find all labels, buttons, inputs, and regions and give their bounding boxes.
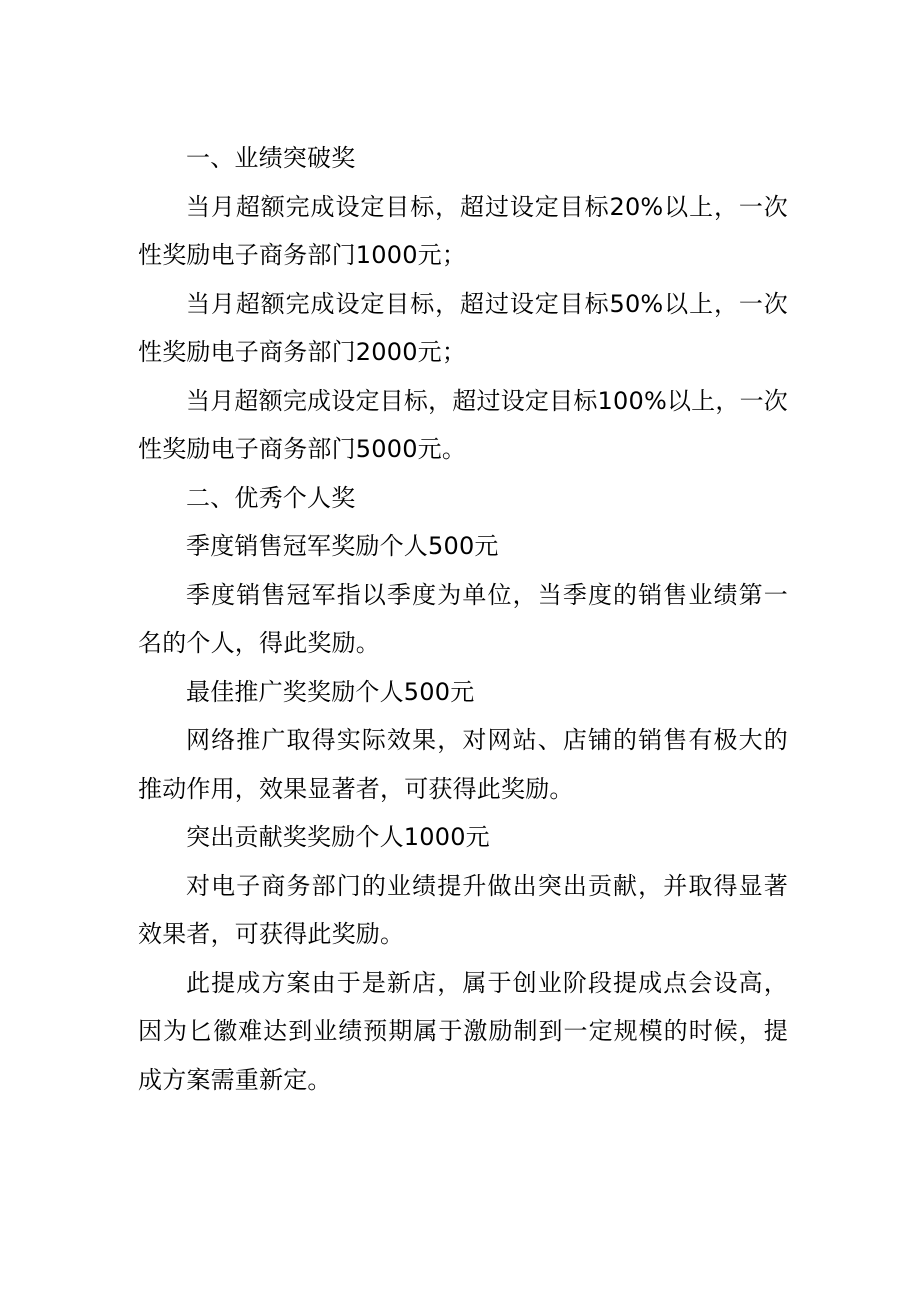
paragraph-reward-50-percent: 当月超额完成设定目标，超过设定目标50%以上，一次性奖励电子商务部门2000元； xyxy=(138,289,788,366)
section-heading-excellent-individual: 二、优秀个人奖 xyxy=(186,483,356,512)
paragraph-outstanding-contribution-definition: 对电子商务部门的业绩提升做出突出贡献，并取得显著效果者，可获得此奖励。 xyxy=(138,871,788,948)
paragraph-reward-100-percent: 当月超额完成设定目标，超过设定目标100%以上，一次性奖励电子商务部门5000元。 xyxy=(138,386,788,463)
paragraph-best-promotion-reward: 最佳推广奖奖励个人500元 xyxy=(186,677,475,706)
paragraph-quarterly-champion-reward: 季度销售冠军奖励个人500元 xyxy=(186,532,499,560)
section-heading-performance-breakthrough: 一、业绩突破奖 xyxy=(186,144,356,172)
paragraph-best-promotion-definition: 网络推广取得实际效果，对网站、店铺的销售有极大的推动作用，效果显著者，可获得此奖励。 xyxy=(138,726,788,803)
paragraph-reward-20-percent: 当月超额完成设定目标，超过设定目标20%以上，一次性奖励电子商务部门1000元； xyxy=(138,192,788,269)
paragraph-outstanding-contribution-reward: 突出贡献奖奖励个人1000元 xyxy=(186,823,490,851)
paragraph-quarterly-champion-definition: 季度销售冠军指以季度为单位，当季度的销售业绩第一名的个人，得此奖励。 xyxy=(138,580,788,657)
paragraph-plan-note: 此提成方案由于是新店，属于创业阶段提成点会设高，因为匕徽难达到业绩预期属于激励制到一定规模的时候，提成方案需重新定。 xyxy=(138,968,788,1094)
document-body xyxy=(138,134,788,1104)
